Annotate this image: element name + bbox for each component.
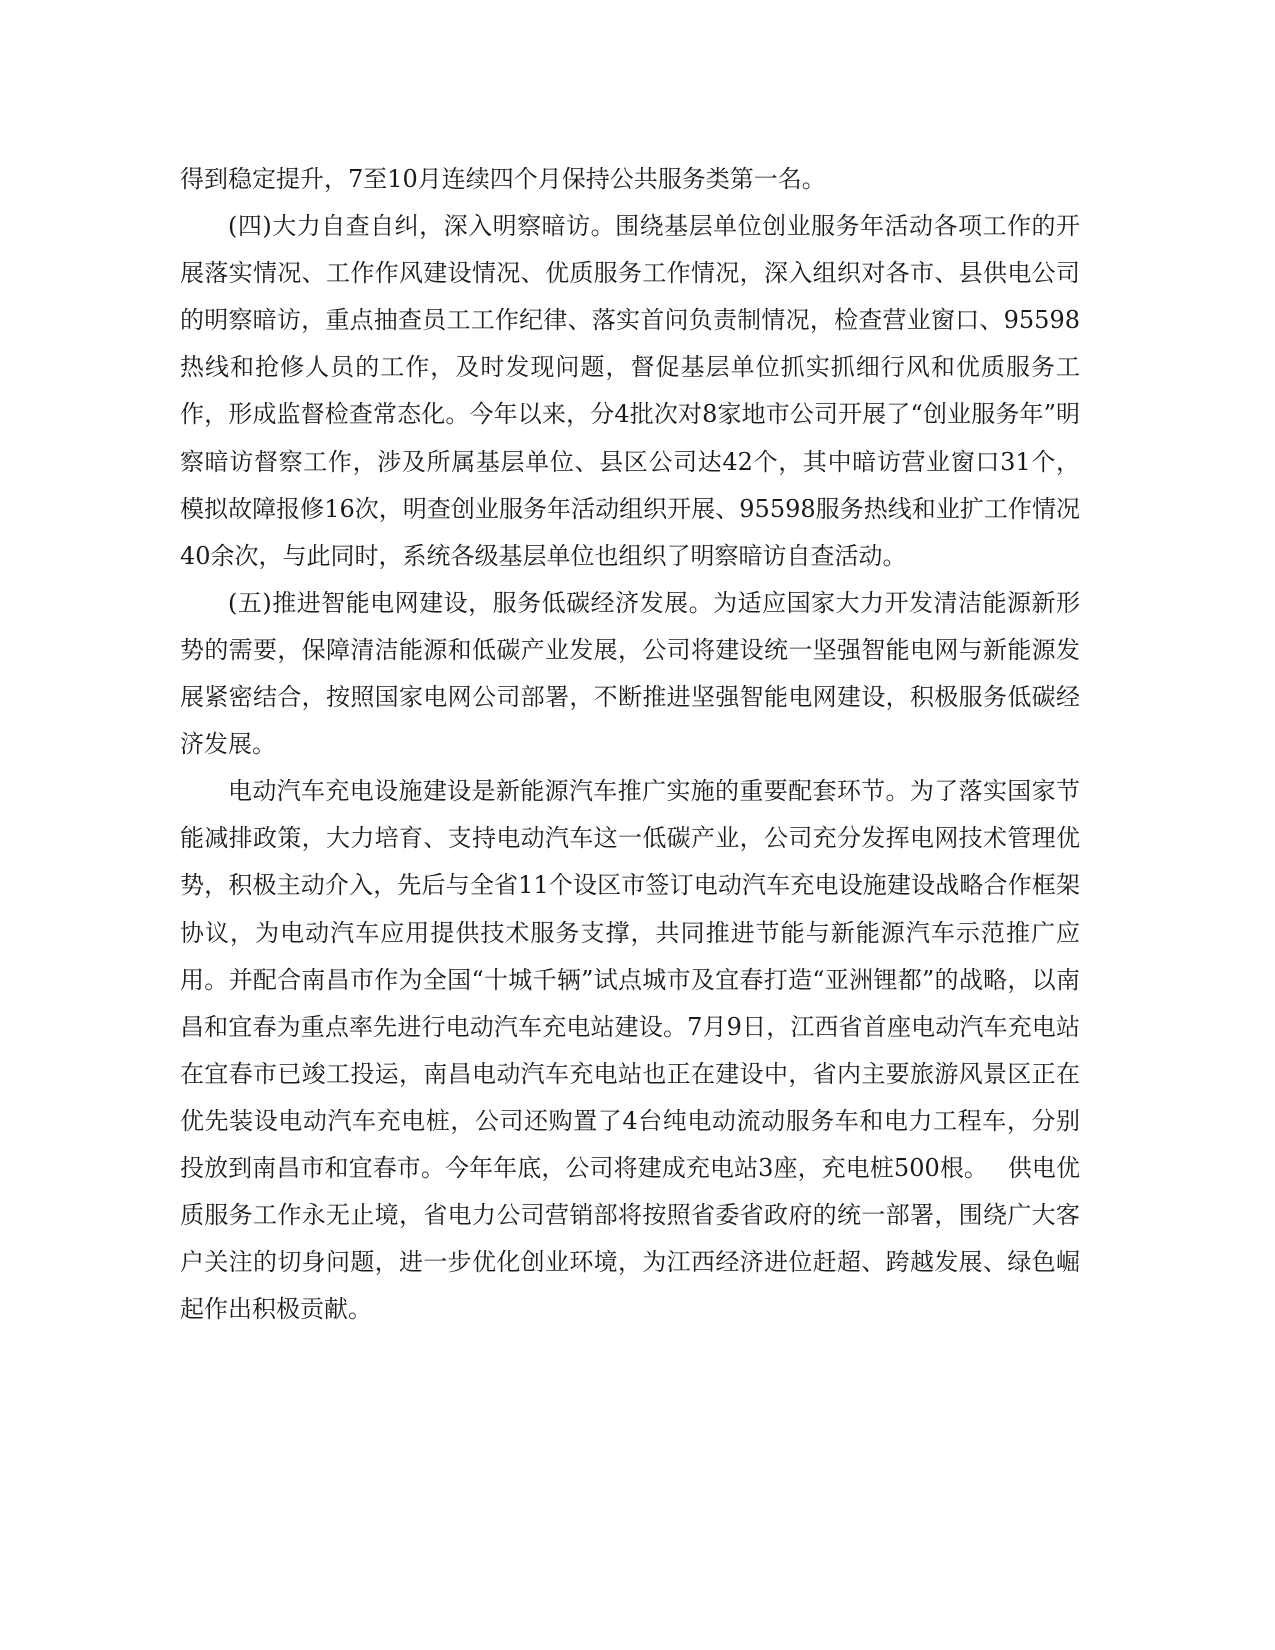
paragraph-4: 电动汽车充电设施建设是新能源汽车推广实施的重要配套环节。为了落实国家节能减排政策，大力培育、支持电动汽车这一低碳产业，公司充分发挥电网技术管理优势，积极主动介入，先后与全省11个设区市签订电动汽车充电设施建设战略合作框架协议，为电动汽车应用提供技术服务支撑，共同推进节能与新能源汽车示范推广应用。并配合南昌市作为全国“十城千辆”试点城市及宜春打造“亚洲锂都”的战略，以南昌和宜春为重点率先进行电动汽车充电站建设。7月9日，江西省首座电动汽车充电站在宜春市已竣工投运，南昌电动汽车充电站也正在建设中，省内主要旅游风景区正在优先装设电动汽车充电桩，公司还购置了4台纯电动流动服务车和电力工程车，分别投放到南昌市和宜春市。今年年底，公司将建成充电站3座，充电桩500根。 供电优质服务工作永无止境，省电力公司营销部将按照省委省政府的统一部署，围绕广大客户关注的切身问题，进一步优化创业环境，为江西经济进位赶超、跨越发展、绿色崛起作出积极贡献。 xyxy=(180,777,1080,1324)
paragraph-1: 得到稳定提升，7至10月连续四个月保持公共服务类第一名。 xyxy=(180,165,826,193)
paragraph-3: (五)推进智能电网建设，服务低碳经济发展。为适应国家大力开发清洁能源新形势的需要，保障清洁能源和低碳产业发展，公司将建设统一坚强智能电网与新能源发展紧密结合，按照国家电网公司部署，不断推进坚强智能电网建设，积极服务低碳经济发展。 xyxy=(180,588,1080,759)
paragraph-2: (四)大力自查自纠，深入明察暗访。围绕基层单位创业服务年活动各项工作的开展落实情况、工作作风建设情况、优质服务工作情况，深入组织对各市、县供电公司的明察暗访，重点抽查员工工作纪律、落实首问负责制情况，检查营业窗口、95598热线和抢修人员的工作，及时发现问题，督促基层单位抓实抓细行风和优质服务工作，形成监督检查常态化。今年以来，分4批次对8家地市公司开展了“创业服务年”明察暗访督察工作，涉及所属基层单位、县区公司达42个，其中暗访营业窗口31个，模拟故障报修16次，明查创业服务年活动组织开展、95598服务热线和业扩工作情况40余次，与此同时，系统各级基层单位也组织了明察暗访自查活动。 xyxy=(180,212,1080,570)
body-text xyxy=(180,156,1080,1333)
